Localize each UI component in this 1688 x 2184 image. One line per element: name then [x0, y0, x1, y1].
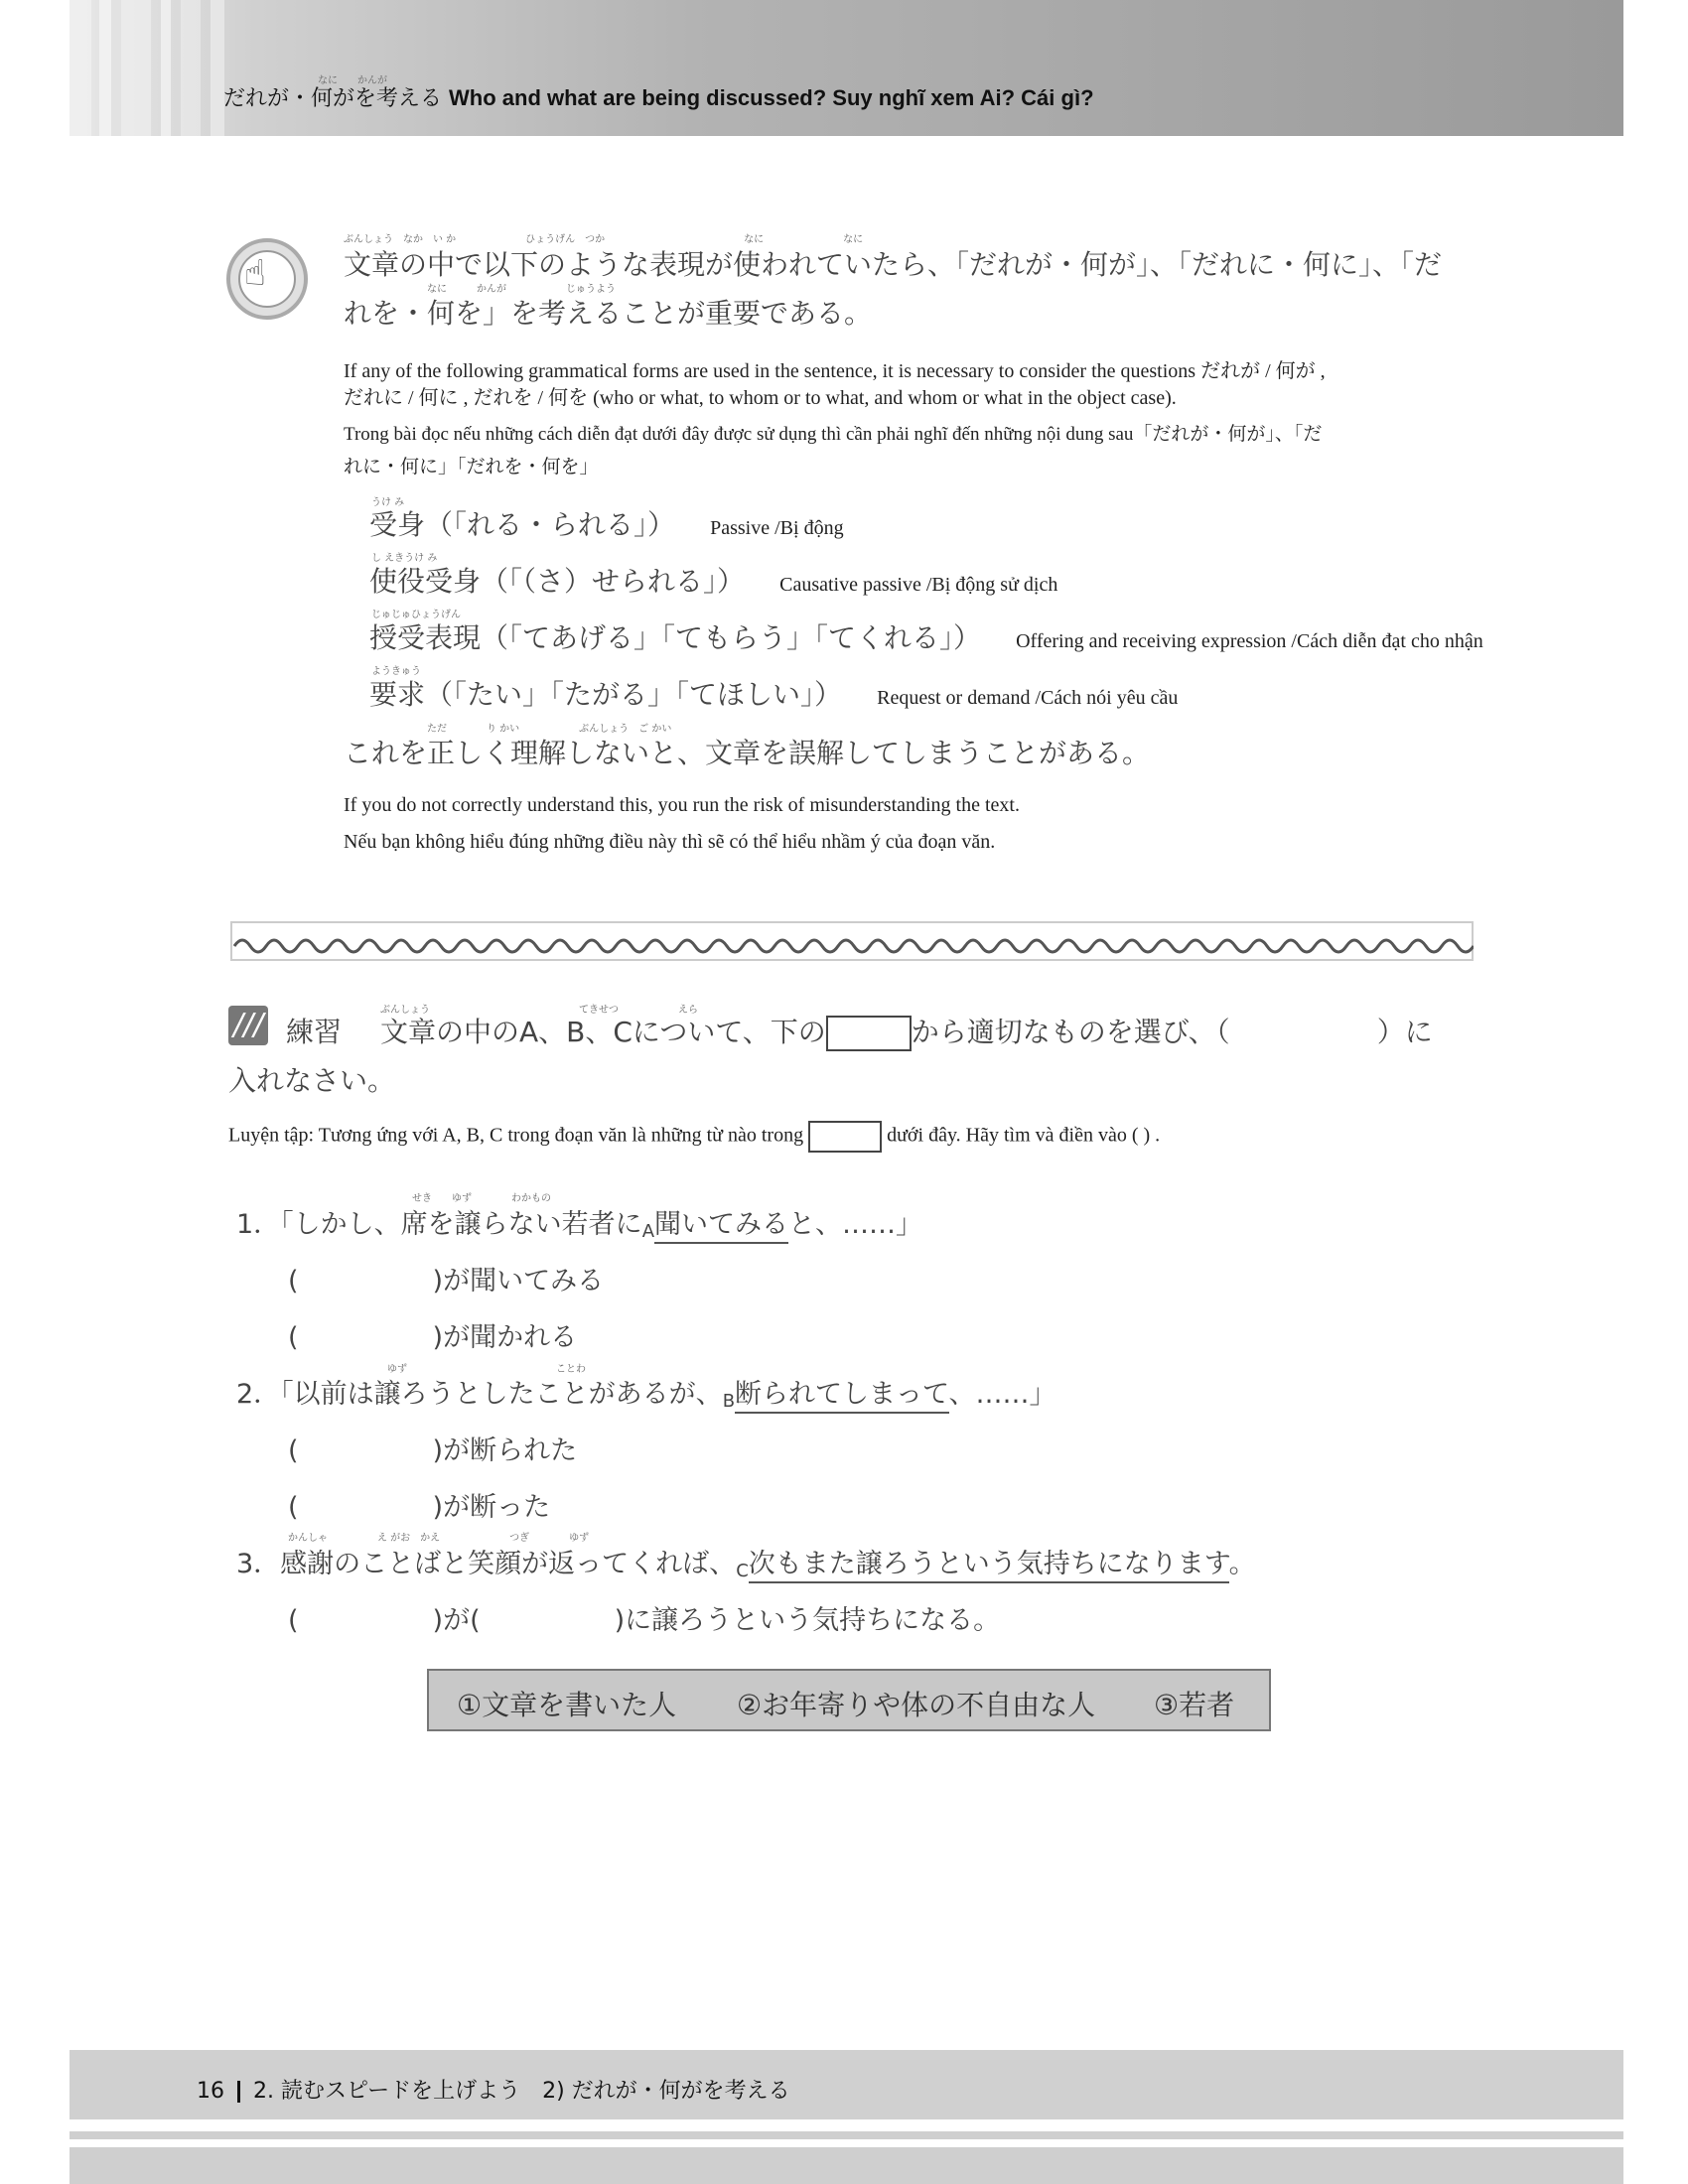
question-2: [236, 1372, 1056, 1412]
wavy-divider: [230, 921, 1474, 961]
grammar-item-en: Request or demand /Cách nói yêu cầu: [877, 687, 1179, 709]
exercise-instruction-b: から適切なものを選び、（: [911, 1016, 1230, 1048]
question-text-end: と、……」: [788, 1209, 923, 1240]
footer-rule: [70, 2131, 1623, 2139]
footer-rule: [70, 2147, 1623, 2184]
page-header: [70, 0, 1623, 136]
footer-divider: [237, 2081, 240, 2103]
exercise-instruction-c: ）に: [1376, 1016, 1433, 1048]
tip-line-2: れを・何を」を考えることが重要である。: [344, 297, 873, 330]
answer-line: ( )が聞かれる: [288, 1322, 578, 1353]
conclusion-jp: これを正しく理解しないと、文章を誤解してしまうことがある。: [344, 737, 1151, 769]
question-text: 2．「以前は譲ろうとしたことがあるが、: [236, 1379, 723, 1410]
exercise-instruction-line2: 入れなさい。: [228, 1064, 396, 1097]
page-number: 16: [197, 2079, 224, 2104]
grammar-item-en: Offering and receiving expression /Cách diễn đạt cho nhận: [1016, 630, 1483, 652]
question-ruby: ゆず ことわ: [387, 1364, 586, 1375]
question-3: [236, 1542, 1256, 1581]
tip-ruby-2: なに かんが じゅうよう: [427, 284, 616, 295]
answer-line: ( )が断った: [288, 1492, 551, 1523]
exercise-ruby: ぶんしょう てきせつ えら: [380, 1005, 698, 1016]
question-ruby: かんしゃ え がお かえ つぎ ゆず: [288, 1533, 590, 1544]
question-ruby: せき ゆず わかもの: [412, 1193, 551, 1204]
grammar-item-jp: 受身（「れる・られる」）: [369, 508, 676, 541]
choice-box-reference: [808, 1121, 882, 1153]
grammar-ruby: じゅじゅひょうげん: [371, 610, 461, 620]
grammar-item: [369, 616, 1483, 656]
question-underlined: 断られてしまって: [735, 1379, 948, 1414]
answer-line: ( )が断られた: [288, 1435, 578, 1466]
header-title: [223, 81, 1094, 112]
question-text-end: 。: [1228, 1549, 1256, 1579]
grammar-item-jp: 要求（「たい」「たがる」「てほしい」）: [369, 678, 843, 711]
exercise-vietnamese-b: dưới đây. Hãy tìm và điền vào ( ) .: [887, 1124, 1161, 1147]
grammar-item-jp: 使役受身（「（さ）せられる」）: [369, 565, 746, 598]
choice-box-reference: [826, 1016, 912, 1051]
footer-text: [197, 2074, 790, 2105]
header-title-en: Who and what are being discussed? Suy nghĩ xem Ai? Cái gì?: [449, 85, 1094, 110]
tip-vietnamese-1: Trong bài đọc nếu những cách diễn đạt dưới đây được sử dụng thì cần phải nghĩ đến những nội dung sau「だれが・何が」、「だ: [344, 424, 1323, 445]
question-1: [236, 1202, 922, 1242]
question-marker: A: [641, 1221, 655, 1242]
footer-band: [70, 2050, 1623, 2119]
exercise-instruction-a: 文章の中のA、B、Cについて、下の: [380, 1016, 826, 1048]
question-underlined: 次もまた譲ろうという気持ちになります: [749, 1549, 1229, 1583]
question-marker: B: [722, 1391, 736, 1412]
answer-line: ( )が( )に譲ろうという気持ちになる。: [288, 1605, 1001, 1636]
grammar-item-en: Passive /Bị động: [710, 517, 844, 539]
question-text-end: 、……」: [948, 1379, 1056, 1410]
practice-pencil-icon: ///: [228, 1006, 268, 1045]
exercise-label: 練習: [286, 1016, 343, 1048]
footer-chapter: 2. 読むスピードを上げよう 2) だれが・何がを考える: [253, 2079, 790, 2104]
choice-item: ①文章を書いた人: [457, 1689, 677, 1721]
question-underlined: 聞いてみる: [654, 1209, 788, 1244]
choice-box: [427, 1669, 1271, 1731]
exercise-instruction: [380, 1011, 1433, 1051]
header-ruby: なに かんが: [318, 75, 387, 86]
choice-item: ②お年寄りや体の不自由な人: [737, 1689, 1096, 1721]
pointing-hand-icon: ☝: [226, 238, 308, 320]
answer-line: ( )が聞いてみる: [288, 1266, 605, 1297]
grammar-ruby: うけ み: [371, 497, 405, 508]
exercise-vietnamese-a: Luyện tập: Tương ứng với A, B, C trong đoạn văn là những từ nào trong: [228, 1124, 804, 1147]
question-text: 3．感謝のことばと笑顔が返ってくれば、: [236, 1549, 737, 1579]
conclusion-vi: Nếu bạn không hiểu đúng những điều này thì sẽ có thể hiểu nhầm ý của đoạn văn.: [344, 831, 996, 853]
header-title-jp: だれが・何がを考える: [223, 86, 443, 111]
exercise-vietnamese: [228, 1121, 1160, 1153]
conclusion-en: If you do not correctly understand this, you run the risk of misunderstanding the text.: [344, 794, 1020, 816]
question-marker: C: [736, 1561, 749, 1581]
grammar-item: [369, 503, 844, 543]
grammar-item: [369, 673, 1178, 713]
grammar-item-jp: 授受表現（「てあげる」「てもらう」「てくれる」）: [369, 621, 982, 654]
tip-vietnamese-2: れに・何に」「だれを・何を」: [344, 457, 599, 478]
choice-item: ③若者: [1154, 1689, 1235, 1721]
tip-english-1: If any of the following grammatical forms are used in the sentence, it is necessary to consider the questions だれが / 何が ,: [344, 360, 1326, 382]
grammar-item: [369, 560, 1057, 600]
question-text: 1．「しかし、席を譲らない若者に: [236, 1209, 642, 1240]
grammar-ruby: ようきゅう: [371, 666, 421, 677]
tip-english-2: だれに / 何に , だれを / 何を (who or what, to whom or to what, and whom or what in the object case).: [344, 387, 1177, 409]
conclusion-ruby: ただ り かい ぶんしょう ご かい: [427, 724, 672, 735]
grammar-ruby: し えきうけ み: [371, 553, 438, 564]
tip-ruby-1: ぶんしょう なか い か ひょうげん つか なに なに: [344, 234, 864, 245]
grammar-item-en: Causative passive /Bị động sử dịch: [779, 574, 1058, 596]
tip-line-1: 文章の中で以下のような表現が使われていたら、「だれが・何が」、「だれに・何に」、「だ: [344, 248, 1443, 281]
